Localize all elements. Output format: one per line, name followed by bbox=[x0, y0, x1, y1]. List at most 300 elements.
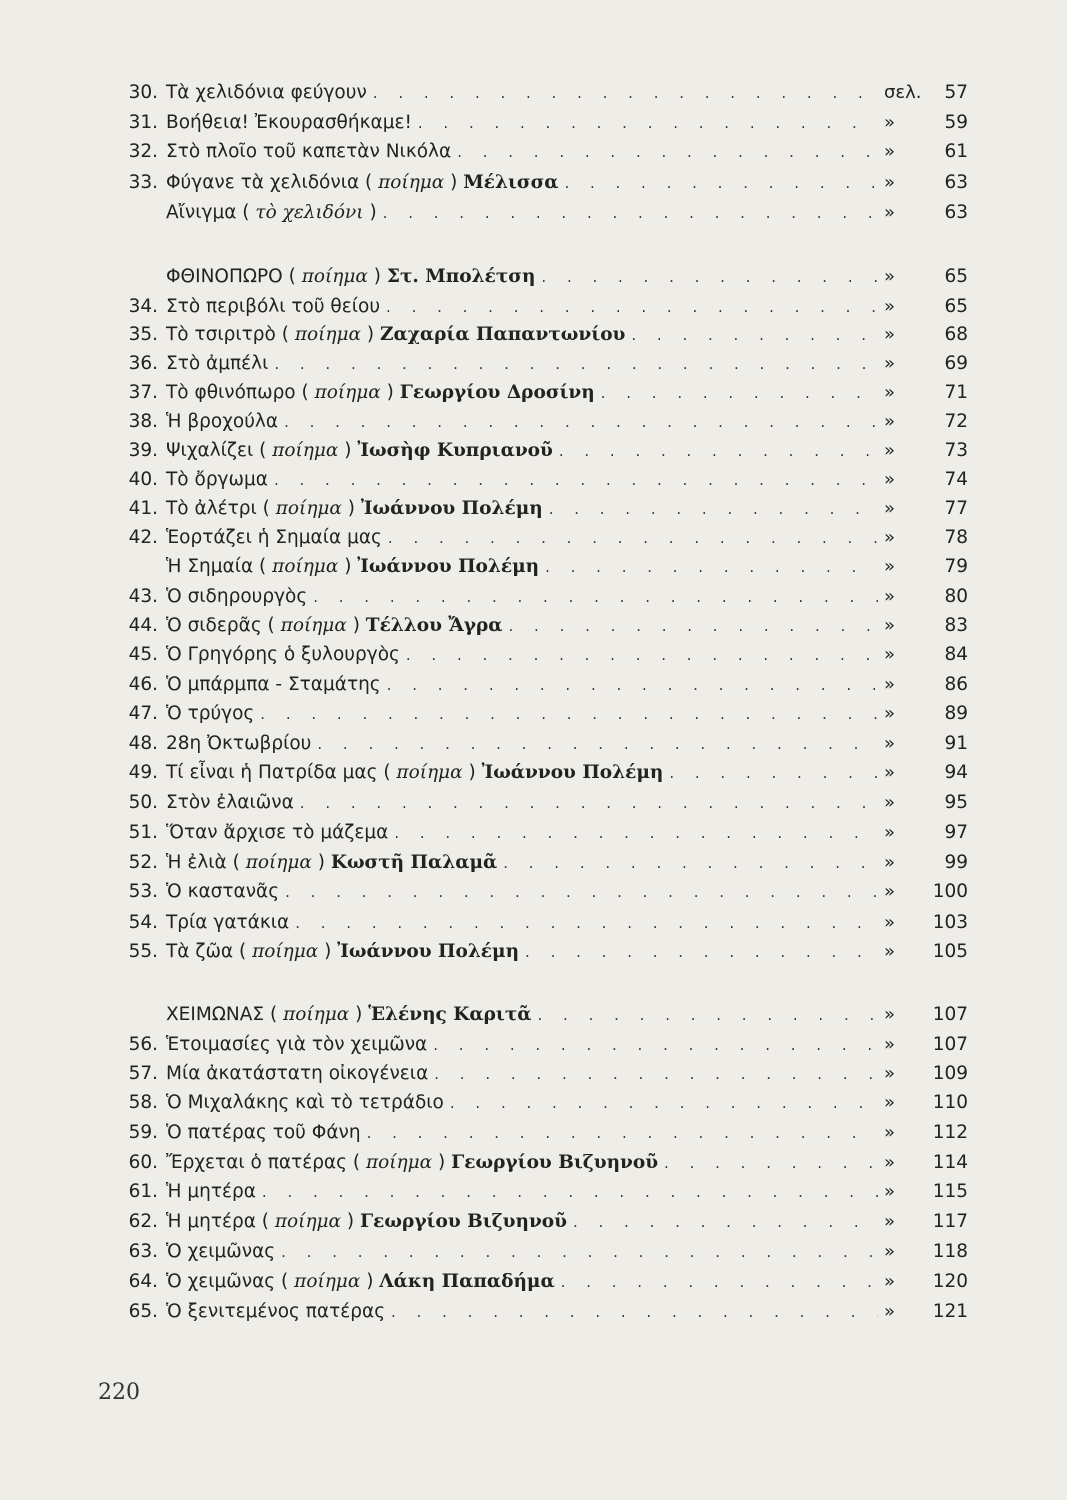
page-prefix: » bbox=[884, 141, 896, 162]
entry-title bbox=[166, 818, 388, 848]
toc-entry bbox=[100, 1207, 968, 1237]
entry-title-text: Στὸν ἐλαιῶνα bbox=[166, 792, 294, 813]
entry-page: 97 bbox=[944, 822, 968, 843]
leader-dots bbox=[433, 1030, 878, 1060]
entry-page: 115 bbox=[932, 1181, 968, 1202]
leader-dots bbox=[281, 1237, 878, 1267]
entry-number: 45. bbox=[128, 644, 158, 665]
entry-page: 80 bbox=[944, 586, 968, 607]
toc-entry bbox=[100, 1297, 968, 1327]
entry-number: 30. bbox=[128, 82, 158, 103]
entry-number: 58. bbox=[128, 1092, 158, 1113]
leader-dots bbox=[418, 108, 878, 138]
entry-title-text: Ἡ μητέρα ( bbox=[166, 1211, 275, 1232]
entry-author: Ἰωάννου Πολέμη bbox=[481, 762, 664, 783]
entry-number: 31. bbox=[128, 112, 158, 133]
entry-title bbox=[166, 1207, 567, 1237]
entry-page: 95 bbox=[944, 792, 968, 813]
entry-title bbox=[166, 78, 367, 108]
entry-number: 47. bbox=[128, 703, 158, 724]
entry-page: 63 bbox=[944, 202, 968, 223]
toc-entry bbox=[100, 877, 968, 907]
entry-title-text: Τὰ ζῶα ( bbox=[166, 941, 253, 962]
leader-dots bbox=[295, 908, 878, 938]
page-prefix: » bbox=[884, 172, 896, 193]
entry-author: Ζαχαρία Παπαντωνίου bbox=[379, 324, 626, 345]
entry-title-text: Ὁ πατέρας τοῦ Φάνη bbox=[166, 1122, 361, 1143]
entry-page: 109 bbox=[932, 1063, 968, 1084]
entry-title bbox=[166, 320, 625, 350]
entry-note-close: ) bbox=[380, 382, 400, 403]
entry-number: 36. bbox=[128, 353, 158, 374]
leader-dots bbox=[260, 699, 878, 729]
entry-author: Ἰωάννου Πολέμη bbox=[337, 941, 520, 962]
entry-page: 94 bbox=[944, 762, 968, 783]
entry-title bbox=[166, 378, 595, 408]
entry-title bbox=[166, 1059, 428, 1089]
entry-title-text: Ὁ μπάρμπα - Σταμάτης bbox=[166, 674, 381, 695]
entry-title bbox=[166, 848, 497, 878]
leader-dots bbox=[274, 349, 878, 379]
leader-dots bbox=[367, 1118, 878, 1148]
page-prefix: » bbox=[884, 792, 896, 813]
page-prefix: » bbox=[884, 1004, 896, 1025]
entry-title-text: Ὁ ξενιτεμένος πατέρας bbox=[166, 1301, 386, 1322]
entry-title bbox=[166, 937, 519, 967]
page-prefix: » bbox=[884, 1034, 896, 1055]
entry-title-text: Ὅταν ἄρχισε τὸ μάζεμα bbox=[166, 822, 389, 843]
entry-page: 107 bbox=[932, 1004, 968, 1025]
entry-number: 56. bbox=[128, 1034, 158, 1055]
leader-dots bbox=[545, 552, 878, 582]
leader-dots bbox=[317, 729, 878, 759]
toc-entry bbox=[100, 1148, 968, 1178]
entry-title bbox=[166, 407, 278, 437]
leader-dots bbox=[313, 582, 878, 612]
entry-number: 55. bbox=[128, 941, 158, 962]
toc-entry bbox=[100, 137, 968, 167]
leader-dots bbox=[457, 137, 878, 167]
page-prefix: σελ. bbox=[884, 82, 922, 103]
entry-title-text: Αἴνιγμα ( bbox=[166, 202, 256, 223]
entry-page: 69 bbox=[944, 353, 968, 374]
leader-dots bbox=[559, 436, 878, 466]
toc-entry bbox=[100, 908, 968, 938]
entry-author: Γεωργίου Δροσίνη bbox=[399, 382, 595, 403]
leader-dots bbox=[601, 378, 878, 408]
entry-title-text: Ὁ τρύγος bbox=[166, 703, 255, 724]
entry-title-text: Ὁ καστανᾶς bbox=[166, 881, 280, 902]
page-prefix: » bbox=[884, 852, 896, 873]
entry-title bbox=[166, 582, 307, 612]
entry-title-text: Στὸ περιβόλι τοῦ θείου bbox=[166, 296, 381, 317]
toc-entry bbox=[100, 292, 968, 322]
entry-title bbox=[166, 729, 311, 759]
entry-title-text: Στὸ πλοῖο τοῦ καπετὰν Νικόλα bbox=[166, 141, 452, 162]
toc-entry bbox=[100, 611, 968, 641]
entry-note: ποίημα bbox=[272, 556, 339, 577]
page-prefix: » bbox=[884, 1271, 896, 1292]
page-prefix: » bbox=[884, 1152, 896, 1173]
entry-title bbox=[166, 465, 268, 495]
entry-title bbox=[166, 640, 400, 670]
entry-page: 103 bbox=[932, 912, 968, 933]
entry-author: Στ. Μπολέτση bbox=[386, 266, 536, 287]
page-prefix: » bbox=[884, 498, 896, 519]
toc-entry bbox=[100, 1118, 968, 1148]
toc-entry bbox=[100, 1177, 968, 1207]
entry-note-close: ) bbox=[318, 941, 338, 962]
entry-title-text: Ὁ σιδερᾶς ( bbox=[166, 615, 281, 636]
toc-entry bbox=[100, 640, 968, 670]
toc-entry bbox=[100, 582, 968, 612]
entry-note-close: ) bbox=[341, 498, 361, 519]
page-prefix: » bbox=[884, 527, 896, 548]
entry-title-text: Ὁ χειμῶνας ( bbox=[166, 1271, 295, 1292]
toc-entry bbox=[100, 699, 968, 729]
entry-number: 57. bbox=[128, 1063, 158, 1084]
entry-title-text: Ψιχαλίζει ( bbox=[166, 440, 273, 461]
page-prefix: » bbox=[884, 1181, 896, 1202]
entry-page: 91 bbox=[944, 733, 968, 754]
entry-author: Γεωργίου Βιζυηνοῦ bbox=[451, 1152, 659, 1173]
entry-title-text: Ἔρχεται ὁ πατέρας ( bbox=[166, 1152, 366, 1173]
entry-number: 62. bbox=[128, 1211, 158, 1232]
page-prefix: » bbox=[884, 353, 896, 374]
entry-author: Ἰωάννου Πολέμη bbox=[357, 556, 540, 577]
entry-title-text: Μία ἀκατάστατη οἰκογένεια bbox=[166, 1063, 429, 1084]
page-prefix: » bbox=[884, 941, 896, 962]
entry-number: 44. bbox=[128, 615, 158, 636]
page-prefix: » bbox=[884, 1122, 896, 1143]
entry-number: 41. bbox=[128, 498, 158, 519]
leader-dots bbox=[285, 877, 878, 907]
entry-note: ποίημα bbox=[378, 172, 445, 193]
toc-entry bbox=[100, 1030, 968, 1060]
page-prefix: » bbox=[884, 1211, 896, 1232]
leader-dots bbox=[561, 1267, 878, 1297]
entry-title-text: Τὰ χελιδόνια φεύγουν bbox=[166, 82, 367, 103]
entry-page: 71 bbox=[944, 382, 968, 403]
toc-entry bbox=[100, 168, 968, 198]
entry-title-text: Ἡ βροχούλα bbox=[166, 411, 279, 432]
entry-number: 32. bbox=[128, 141, 158, 162]
entry-title-text: Ἑορτάζει ἡ Σημαία μας bbox=[166, 527, 382, 548]
entry-title bbox=[166, 788, 294, 818]
page-prefix: » bbox=[884, 202, 896, 223]
entry-note: ποίημα bbox=[283, 1004, 350, 1025]
entry-title bbox=[166, 523, 382, 553]
entry-page: 84 bbox=[944, 644, 968, 665]
toc-entry bbox=[100, 818, 968, 848]
entry-title bbox=[166, 1088, 444, 1118]
entry-number: 50. bbox=[128, 792, 158, 813]
entry-title bbox=[166, 1000, 532, 1030]
entry-title-text: Τί εἶναι ἡ Πατρίδα μας ( bbox=[166, 762, 397, 783]
toc-entry bbox=[100, 1059, 968, 1089]
toc-entry bbox=[100, 262, 968, 292]
entry-number: 39. bbox=[128, 440, 158, 461]
toc-entry bbox=[100, 1237, 968, 1267]
toc-entry bbox=[100, 349, 968, 379]
leader-dots bbox=[388, 523, 878, 553]
entry-number: 35. bbox=[128, 324, 158, 345]
entry-title bbox=[166, 552, 539, 582]
leader-dots bbox=[387, 670, 878, 700]
entry-title bbox=[166, 1237, 275, 1267]
entry-note: ποίημα bbox=[280, 615, 347, 636]
entry-note-close: ) bbox=[338, 556, 358, 577]
entry-number: 61. bbox=[128, 1181, 158, 1202]
entry-note: ποίημα bbox=[275, 498, 342, 519]
entry-note-close: ) bbox=[462, 762, 482, 783]
entry-note: ποίημα bbox=[301, 266, 368, 287]
entry-note: ποίημα bbox=[245, 852, 312, 873]
entry-page: 77 bbox=[944, 498, 968, 519]
page-prefix: » bbox=[884, 382, 896, 403]
entry-title bbox=[166, 611, 503, 641]
entry-note: ποίημα bbox=[314, 382, 381, 403]
entry-page: 121 bbox=[932, 1301, 968, 1322]
entry-title bbox=[166, 168, 558, 198]
entry-number: 40. bbox=[128, 469, 158, 490]
page-prefix: » bbox=[884, 1063, 896, 1084]
entry-note-close: ) bbox=[341, 1211, 361, 1232]
page-prefix: » bbox=[884, 266, 896, 287]
entry-number: 43. bbox=[128, 586, 158, 607]
page-prefix: » bbox=[884, 324, 896, 345]
leader-dots bbox=[450, 1088, 878, 1118]
toc-entry bbox=[100, 937, 968, 967]
entry-note-close: ) bbox=[346, 615, 366, 636]
entry-author: Μέλισσα bbox=[463, 172, 559, 193]
entry-page: 118 bbox=[932, 1241, 968, 1262]
leader-dots bbox=[564, 168, 878, 198]
page-prefix: » bbox=[884, 1092, 896, 1113]
leader-dots bbox=[664, 1148, 878, 1178]
page-prefix: » bbox=[884, 440, 896, 461]
entry-title bbox=[166, 1267, 555, 1297]
entry-page: 112 bbox=[932, 1122, 968, 1143]
entry-number: 34. bbox=[128, 296, 158, 317]
entry-number: 38. bbox=[128, 411, 158, 432]
page-prefix: » bbox=[884, 112, 896, 133]
toc-entry bbox=[100, 198, 968, 228]
page-prefix: » bbox=[884, 1301, 896, 1322]
entry-author: Κωστῆ Παλαμᾶ bbox=[330, 852, 498, 873]
entry-number: 65. bbox=[128, 1301, 158, 1322]
leader-dots bbox=[373, 78, 878, 108]
entry-page: 78 bbox=[944, 527, 968, 548]
entry-title bbox=[166, 877, 279, 907]
leader-dots bbox=[284, 407, 878, 437]
entry-note-close: ) bbox=[367, 266, 387, 287]
leader-dots bbox=[391, 1297, 878, 1327]
toc-entry bbox=[100, 378, 968, 408]
entry-title bbox=[166, 758, 663, 788]
entry-number: 60. bbox=[128, 1152, 158, 1173]
entry-page: 65 bbox=[944, 266, 968, 287]
entry-note: ποίημα bbox=[274, 1211, 342, 1232]
entry-title bbox=[166, 436, 553, 466]
entry-author: Ἰωάννου Πολέμη bbox=[360, 498, 543, 519]
entry-title bbox=[166, 349, 268, 379]
entry-page: 117 bbox=[932, 1211, 968, 1232]
leader-dots bbox=[525, 937, 878, 967]
entry-page: 73 bbox=[944, 440, 968, 461]
entry-number: 54. bbox=[128, 912, 158, 933]
entry-number: 63. bbox=[128, 1241, 158, 1262]
entry-title-text: Ὁ Μιχαλάκης καὶ τὸ τετράδιο bbox=[166, 1092, 444, 1113]
entry-title-text: Ἡ Σημαία ( bbox=[166, 556, 273, 577]
entry-title bbox=[166, 1118, 361, 1148]
entry-number: 59. bbox=[128, 1122, 158, 1143]
leader-dots bbox=[383, 198, 878, 228]
entry-number: 51. bbox=[128, 822, 158, 843]
entry-page: 68 bbox=[944, 324, 968, 345]
entry-page: 107 bbox=[932, 1034, 968, 1055]
entry-title bbox=[166, 137, 451, 167]
toc-entry bbox=[100, 436, 968, 466]
leader-dots bbox=[386, 292, 878, 322]
page-prefix: » bbox=[884, 912, 896, 933]
entry-title bbox=[166, 108, 412, 138]
entry-title-text: ΦΘΙΝΟΠΩΡΟ ( bbox=[166, 266, 302, 287]
entry-note-close: ) bbox=[360, 1271, 380, 1292]
entry-note: ποίημα bbox=[396, 762, 463, 783]
toc-entry bbox=[100, 758, 968, 788]
toc-entry bbox=[100, 552, 968, 582]
entry-title-text: Στὸ ἀμπέλι bbox=[166, 353, 269, 374]
entry-page: 86 bbox=[944, 674, 968, 695]
page-prefix: » bbox=[884, 556, 896, 577]
entry-page: 99 bbox=[944, 852, 968, 873]
entry-note-close: ) bbox=[360, 324, 380, 345]
entry-title-text: Ὁ Γρηγόρης ὁ ξυλουργὸς bbox=[166, 644, 400, 665]
entry-title bbox=[166, 699, 254, 729]
entry-number: 46. bbox=[128, 674, 158, 695]
toc-entry bbox=[100, 78, 968, 108]
toc-entry bbox=[100, 1088, 968, 1118]
toc-entry bbox=[100, 729, 968, 759]
entry-number: 49. bbox=[128, 762, 158, 783]
entry-title bbox=[166, 292, 380, 322]
leader-dots bbox=[300, 788, 878, 818]
toc-entry bbox=[100, 1000, 968, 1030]
entry-note-close: ) bbox=[444, 172, 464, 193]
entry-number: 52. bbox=[128, 852, 158, 873]
entry-note: τὸ χελιδόνι bbox=[255, 202, 364, 223]
leader-dots bbox=[669, 758, 878, 788]
leader-dots bbox=[503, 848, 878, 878]
entry-note: ποίημα bbox=[252, 941, 319, 962]
page-prefix: » bbox=[884, 411, 896, 432]
toc-entry bbox=[100, 108, 968, 138]
leader-dots bbox=[262, 1177, 878, 1207]
entry-author: Λάκη Παπαδήμα bbox=[379, 1271, 555, 1292]
entry-title-text: Ὁ χειμῶνας bbox=[166, 1241, 276, 1262]
entry-title-text: ΧΕΙΜΩΝΑΣ ( bbox=[166, 1004, 284, 1025]
entry-page: 100 bbox=[932, 881, 968, 902]
entry-note: ποίημα bbox=[365, 1152, 433, 1173]
page-prefix: » bbox=[884, 296, 896, 317]
entry-note-close: ) bbox=[363, 202, 377, 223]
page-prefix: » bbox=[884, 881, 896, 902]
entry-number: 33. bbox=[128, 172, 158, 193]
toc-entry bbox=[100, 1267, 968, 1297]
toc-entry bbox=[100, 848, 968, 878]
entry-page: 89 bbox=[944, 703, 968, 724]
entry-note: ποίημα bbox=[272, 440, 339, 461]
entry-page: 74 bbox=[944, 469, 968, 490]
entry-title bbox=[166, 1148, 658, 1178]
page-prefix: » bbox=[884, 586, 896, 607]
entry-title-text: Τὸ ἀλέτρι ( bbox=[166, 498, 276, 519]
entry-page: 65 bbox=[944, 296, 968, 317]
entry-title bbox=[166, 262, 535, 292]
entry-title-text: Βοήθεια! Ἐκουρασθήκαμε! bbox=[166, 112, 412, 133]
entry-author: Ἑλένης Καριτᾶ bbox=[368, 1004, 532, 1025]
leader-dots bbox=[573, 1207, 878, 1237]
entry-note-close: ) bbox=[432, 1152, 452, 1173]
leader-dots bbox=[394, 818, 878, 848]
toc-entry bbox=[100, 788, 968, 818]
leader-dots bbox=[631, 320, 878, 350]
leader-dots bbox=[538, 1000, 878, 1030]
entry-title bbox=[166, 908, 289, 938]
entry-author: Τέλλου Ἄγρα bbox=[365, 615, 503, 636]
entry-note-close: ) bbox=[349, 1004, 369, 1025]
entry-page: 110 bbox=[932, 1092, 968, 1113]
entry-page: 61 bbox=[944, 141, 968, 162]
leader-dots bbox=[541, 262, 878, 292]
entry-title-text: Τρία γατάκια bbox=[166, 912, 290, 933]
entry-title-text: Ἡ μητέρα bbox=[166, 1181, 256, 1202]
entry-page: 79 bbox=[944, 556, 968, 577]
toc-entry bbox=[100, 670, 968, 700]
page-prefix: » bbox=[884, 733, 896, 754]
entry-note: ποίημα bbox=[294, 324, 361, 345]
entry-author: Γεωργίου Βιζυηνοῦ bbox=[360, 1211, 567, 1232]
entry-author: Ἰωσὴφ Κυπριανοῦ bbox=[357, 440, 553, 461]
entry-page: 63 bbox=[944, 172, 968, 193]
entry-number: 64. bbox=[128, 1271, 158, 1292]
entry-title bbox=[166, 494, 543, 524]
page-prefix: » bbox=[884, 762, 896, 783]
entry-title-text: Ἡ ἐλιὰ ( bbox=[166, 852, 246, 873]
leader-dots bbox=[509, 611, 878, 641]
page-number: 220 bbox=[98, 1380, 140, 1405]
entry-page: 83 bbox=[944, 615, 968, 636]
entry-note-close: ) bbox=[311, 852, 331, 873]
entry-title-text: Φύγανε τὰ χελιδόνια ( bbox=[166, 172, 379, 193]
page-prefix: » bbox=[884, 615, 896, 636]
entry-title-text: Τὸ τσιριτρὸ ( bbox=[166, 324, 295, 345]
entry-title-text: Τὸ φθινόπωρο ( bbox=[166, 382, 315, 403]
entry-page: 59 bbox=[944, 112, 968, 133]
entry-title-text: Ὁ σιδηρουργὸς bbox=[166, 586, 308, 607]
entry-note: ποίημα bbox=[294, 1271, 361, 1292]
entry-number: 37. bbox=[128, 382, 158, 403]
entry-page: 57 bbox=[944, 82, 968, 103]
leader-dots bbox=[549, 494, 878, 524]
entry-number: 48. bbox=[128, 733, 158, 754]
page-prefix: » bbox=[884, 822, 896, 843]
page-prefix: » bbox=[884, 469, 896, 490]
entry-page: 120 bbox=[932, 1271, 968, 1292]
entry-title bbox=[166, 198, 377, 228]
toc-entry bbox=[100, 465, 968, 495]
